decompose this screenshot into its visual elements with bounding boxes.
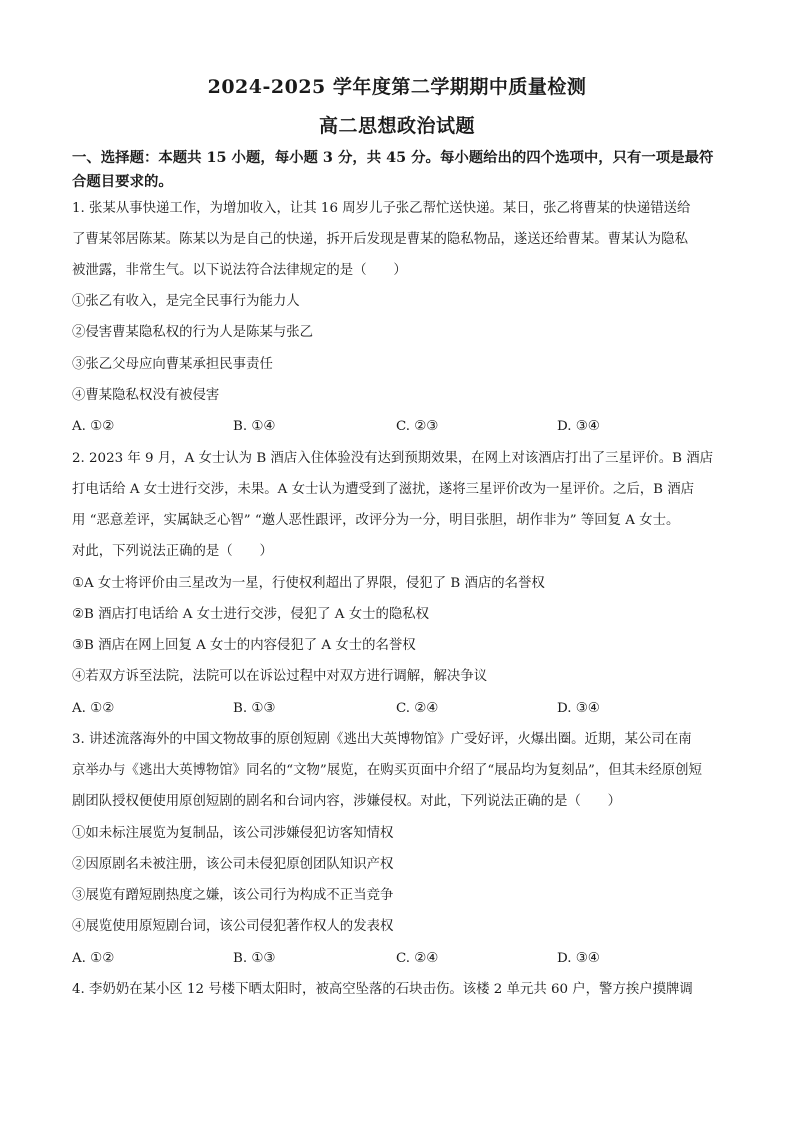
option-c[interactable]: C. ②④: [396, 701, 439, 716]
question-text-line: 3. 讲述流落海外的中国文物故事的原创短剧《逃出大英博物馆》广受好评，火爆出圈。近期，某公司在南: [72, 732, 692, 747]
question-text-line: 了曹某邻居陈某。陈某以为是自己的快递，拆开后发现是曹某的隐私物品，遂送还给曹某。曹某认为隐私: [72, 232, 688, 247]
question-text-line: 1. 张某从事快递工作，为增加收入，让其 16 周岁儿子张乙帮忙送快递。某日，张乙将曹某的快递错送给: [72, 201, 691, 216]
option-b[interactable]: B. ①③: [233, 701, 276, 716]
question-text-line: 用 “恶意差评，实属缺乏心智” “邀人恶性跟评，改评分为一分，明目张胆，胡作非为” 等回复 A 女士。: [72, 513, 680, 528]
option-c[interactable]: C. ②④: [396, 951, 439, 966]
statement: ②B 酒店打电话给 A 女士进行交涉，侵犯了 A 女士的隐私权: [72, 607, 430, 622]
statement: ④若双方诉至法院，法院可以在诉讼过程中对双方进行调解，解决争议: [72, 669, 488, 684]
question-text-line: 对此，下列说法正确的是（ ）: [72, 544, 273, 559]
section-heading: 一、选择题：本题共 15 小题，每小题 3 分，共 45 分。每小题给出的四个选项中，只有一项是最符合题目要求的。: [72, 149, 714, 190]
question-text-line: 打电话给 A 女士进行交涉，未果。A 女士认为遭受到了滋扰，遂将三星评价改为一星评价。之后，B 酒店: [72, 482, 695, 497]
option-a[interactable]: A. ①②: [72, 419, 115, 434]
statement: ③B 酒店在网上回复 A 女士的内容侵犯了 A 女士的名誉权: [72, 638, 416, 653]
exam-subtitle: 高二思想政治试题: [318, 115, 475, 137]
question-text-line: 2. 2023 年 9 月，A 女士认为 B 酒店入住体验没有达到预期效果，在网上对该酒店打出了三星评价。B 酒店: [72, 451, 714, 466]
question-text-line: 4. 李奶奶在某小区 12 号楼下晒太阳时，被高空坠落的石块击伤。该楼 2 单元共 60 户，警方挨户摸牌调: [72, 982, 693, 997]
question-text-line: 京举办与《逃出大英博物馆》同名的“文物”展览，在购买页面中介绍了“展品均为复刻品”，但其未经原创短: [72, 763, 702, 778]
statement: ②因原剧名未被注册，该公司未侵犯原创团队知识产权: [72, 857, 394, 872]
exam-title: 2024-2025 学年度第二学期期中质量检测: [207, 76, 587, 98]
option-d[interactable]: D. ③④: [557, 701, 600, 716]
statement: ③张乙父母应向曹某承担民事责任: [72, 357, 273, 372]
question-text-line: 被泄露，非常生气。以下说法符合法律规定的是（ ）: [72, 263, 407, 278]
question-text-line: 剧团队授权便使用原创短剧的剧名和台词内容，涉嫌侵权。对此，下列说法正确的是（ ）: [72, 794, 622, 809]
statement: ④展览使用原短剧台词，该公司侵犯著作权人的发表权: [72, 919, 394, 934]
statement: ③展览有蹭短剧热度之嫌，该公司行为构成不正当竞争: [72, 888, 394, 903]
statement: ①张乙有收入，是完全民事行为能力人: [72, 294, 300, 309]
option-d[interactable]: D. ③④: [557, 951, 600, 966]
option-a[interactable]: A. ①②: [72, 951, 115, 966]
option-b[interactable]: B. ①④: [233, 419, 276, 434]
option-a[interactable]: A. ①②: [72, 701, 115, 716]
option-b[interactable]: B. ①③: [233, 951, 276, 966]
statement: ②侵害曹某隐私权的行为人是陈某与张乙: [72, 325, 314, 340]
option-c[interactable]: C. ②③: [396, 419, 439, 434]
option-d[interactable]: D. ③④: [557, 419, 600, 434]
statement: ①A 女士将评价由三星改为一星，行使权利超出了界限，侵犯了 B 酒店的名誉权: [72, 576, 545, 591]
statement: ①如未标注展览为复制品，该公司涉嫌侵犯访客知情权: [72, 826, 394, 841]
statement: ④曹某隐私权没有被侵害: [72, 388, 220, 403]
